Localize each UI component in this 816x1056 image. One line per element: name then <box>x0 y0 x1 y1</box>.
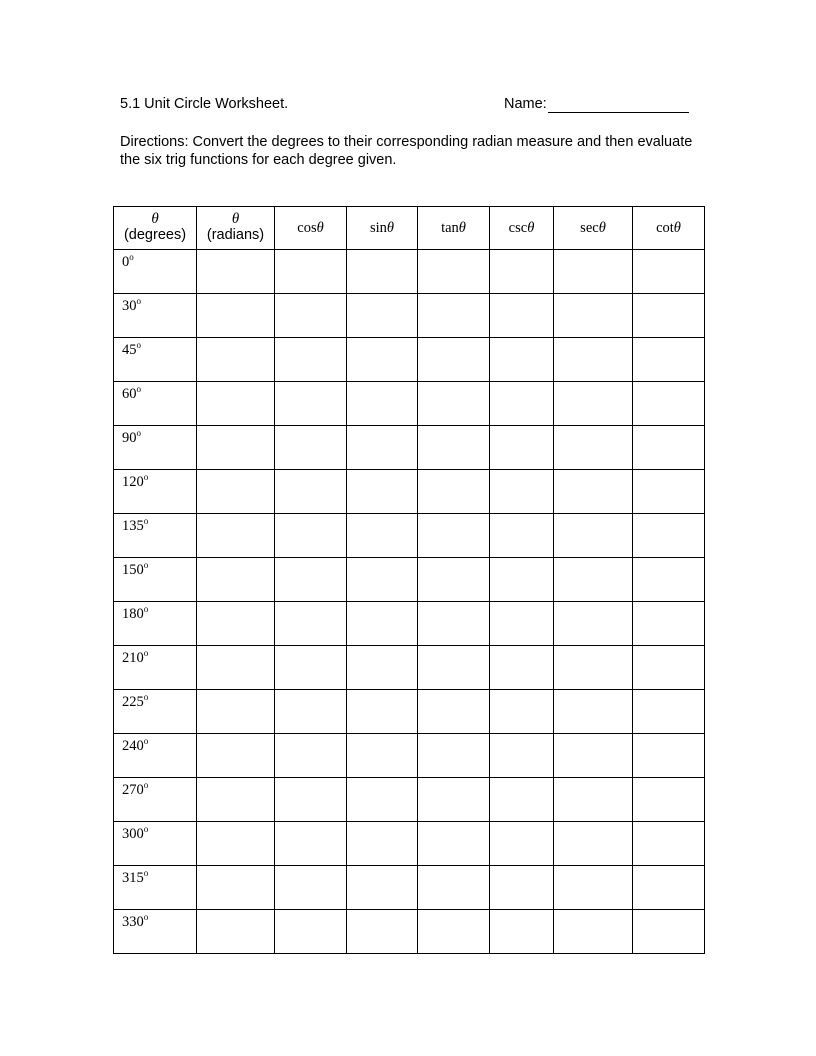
degree-value <box>114 426 196 447</box>
cos-answer-cell[interactable] <box>275 734 347 778</box>
degree-symbol: o <box>143 648 149 658</box>
table-row <box>114 910 705 954</box>
worksheet-title: 5.1 Unit Circle Worksheet. <box>120 96 289 112</box>
radians-label: (radians) <box>206 227 265 243</box>
degree-number: 60 <box>122 386 137 402</box>
table-row <box>114 558 705 602</box>
degree-symbol: o <box>136 428 141 438</box>
table-row <box>114 338 705 382</box>
tan-label: tan <box>441 220 459 236</box>
degree-number: 120 <box>122 474 144 490</box>
csc-answer-cell[interactable] <box>490 382 554 426</box>
degree-symbol: o <box>143 780 149 790</box>
cot-answer-cell[interactable] <box>633 910 705 954</box>
sec-answer-cell[interactable] <box>554 690 633 734</box>
sec-answer-cell[interactable] <box>554 602 633 646</box>
tan-answer-cell[interactable] <box>418 514 490 558</box>
theta-symbol: θ <box>151 211 159 227</box>
cot-answer-cell[interactable] <box>633 778 705 822</box>
tan-answer-cell[interactable] <box>418 866 490 910</box>
degree-symbol: o <box>143 824 149 834</box>
tan-answer-cell[interactable] <box>418 426 490 470</box>
degree-value <box>114 734 196 755</box>
csc-answer-cell[interactable] <box>490 426 554 470</box>
cos-answer-cell[interactable] <box>275 470 347 514</box>
cos-answer-cell[interactable] <box>275 294 347 338</box>
cos-answer-cell[interactable] <box>275 558 347 602</box>
cot-label: cot <box>656 220 674 236</box>
degree-symbol: o <box>143 560 149 570</box>
degree-value <box>114 822 196 843</box>
degree-value <box>114 558 196 579</box>
radians-answer-cell[interactable] <box>197 294 275 338</box>
degree-number: 315 <box>122 870 144 886</box>
degree-number: 45 <box>122 342 137 358</box>
cot-answer-cell[interactable] <box>633 734 705 778</box>
sin-answer-cell[interactable] <box>347 250 418 294</box>
degree-number: 225 <box>122 694 144 710</box>
table-row <box>114 514 705 558</box>
radians-answer-cell[interactable] <box>197 910 275 954</box>
table-row <box>114 470 705 514</box>
csc-answer-cell[interactable] <box>490 734 554 778</box>
degree-cell <box>114 294 197 338</box>
header-tan <box>418 207 490 250</box>
sin-answer-cell[interactable] <box>347 470 418 514</box>
sec-answer-cell[interactable] <box>554 382 633 426</box>
cos-answer-cell[interactable] <box>275 250 347 294</box>
sec-answer-cell[interactable] <box>554 294 633 338</box>
degree-number: 210 <box>122 650 144 666</box>
sin-answer-cell[interactable] <box>347 558 418 602</box>
table-row <box>114 602 705 646</box>
table-row <box>114 426 705 470</box>
radians-answer-cell[interactable] <box>197 822 275 866</box>
cot-answer-cell[interactable] <box>633 690 705 734</box>
degree-symbol: o <box>143 604 149 614</box>
header-sec <box>554 207 633 250</box>
degree-symbol: o <box>143 736 149 746</box>
degree-cell <box>114 426 197 470</box>
sin-answer-cell[interactable] <box>347 382 418 426</box>
header-radians <box>197 207 275 250</box>
radians-answer-cell[interactable] <box>197 250 275 294</box>
sec-answer-cell[interactable] <box>554 866 633 910</box>
sec-answer-cell[interactable] <box>554 734 633 778</box>
radians-answer-cell[interactable] <box>197 382 275 426</box>
header-sin <box>347 207 418 250</box>
sin-answer-cell[interactable] <box>347 426 418 470</box>
degree-number: 30 <box>122 298 137 314</box>
degree-cell <box>114 910 197 954</box>
sec-answer-cell[interactable] <box>554 426 633 470</box>
csc-answer-cell[interactable] <box>490 470 554 514</box>
degree-value <box>114 866 196 887</box>
degree-cell <box>114 734 197 778</box>
cot-answer-cell[interactable] <box>633 822 705 866</box>
degree-value <box>114 250 196 271</box>
radians-answer-cell[interactable] <box>197 866 275 910</box>
sec-answer-cell[interactable] <box>554 514 633 558</box>
cos-label: cos <box>297 220 317 236</box>
sin-answer-cell[interactable] <box>347 690 418 734</box>
tan-answer-cell[interactable] <box>418 382 490 426</box>
cot-answer-cell[interactable] <box>633 602 705 646</box>
cos-answer-cell[interactable] <box>275 382 347 426</box>
sec-answer-cell[interactable] <box>554 250 633 294</box>
directions-text: Directions: Convert the degrees to their corresponding radian measure and then evaluate the six trig functions for each degree given. <box>120 134 693 168</box>
degree-value <box>114 470 196 491</box>
csc-answer-cell[interactable] <box>490 646 554 690</box>
degree-cell <box>114 558 197 602</box>
csc-answer-cell[interactable] <box>490 866 554 910</box>
degree-cell <box>114 646 197 690</box>
degree-cell <box>114 690 197 734</box>
sec-answer-cell[interactable] <box>554 778 633 822</box>
cot-answer-cell[interactable] <box>633 250 705 294</box>
radians-answer-cell[interactable] <box>197 734 275 778</box>
cot-answer-cell[interactable] <box>633 514 705 558</box>
cos-answer-cell[interactable] <box>275 338 347 382</box>
degree-number: 180 <box>122 606 144 622</box>
degree-cell <box>114 338 197 382</box>
cot-answer-cell[interactable] <box>633 338 705 382</box>
cot-answer-cell[interactable] <box>633 426 705 470</box>
name-label: Name: <box>504 96 547 112</box>
table-row <box>114 382 705 426</box>
degree-symbol: o <box>136 340 141 350</box>
degree-symbol: o <box>143 868 149 878</box>
radians-answer-cell[interactable] <box>197 690 275 734</box>
tan-answer-cell[interactable] <box>418 294 490 338</box>
table-row <box>114 822 705 866</box>
degrees-label: (degrees) <box>123 227 187 243</box>
degree-number: 0 <box>122 254 130 270</box>
sec-answer-cell[interactable] <box>554 470 633 514</box>
degree-number: 90 <box>122 430 137 446</box>
cos-answer-cell[interactable] <box>275 910 347 954</box>
theta-symbol: θ <box>598 220 606 236</box>
table-row <box>114 866 705 910</box>
cos-answer-cell[interactable] <box>275 866 347 910</box>
header-degrees <box>114 207 197 250</box>
degree-cell <box>114 250 197 294</box>
table-row <box>114 646 705 690</box>
tan-answer-cell[interactable] <box>418 470 490 514</box>
degree-cell <box>114 470 197 514</box>
cot-answer-cell[interactable] <box>633 646 705 690</box>
header-cot <box>633 207 705 250</box>
csc-answer-cell[interactable] <box>490 602 554 646</box>
csc-answer-cell[interactable] <box>490 778 554 822</box>
table-header-row <box>114 207 705 250</box>
sin-answer-cell[interactable] <box>347 910 418 954</box>
sin-answer-cell[interactable] <box>347 338 418 382</box>
degree-cell <box>114 778 197 822</box>
sec-answer-cell[interactable] <box>554 910 633 954</box>
sec-answer-cell[interactable] <box>554 822 633 866</box>
degree-cell <box>114 866 197 910</box>
csc-answer-cell[interactable] <box>490 514 554 558</box>
cot-answer-cell[interactable] <box>633 382 705 426</box>
table-row <box>114 690 705 734</box>
theta-symbol: θ <box>458 220 466 236</box>
table-row <box>114 778 705 822</box>
sec-answer-cell[interactable] <box>554 338 633 382</box>
name-field <box>504 95 689 113</box>
cos-answer-cell[interactable] <box>275 690 347 734</box>
cot-answer-cell[interactable] <box>633 866 705 910</box>
tan-answer-cell[interactable] <box>418 646 490 690</box>
cot-answer-cell[interactable] <box>633 558 705 602</box>
cot-answer-cell[interactable] <box>633 470 705 514</box>
degree-cell <box>114 602 197 646</box>
radians-answer-cell[interactable] <box>197 338 275 382</box>
degree-symbol: o <box>136 296 141 306</box>
theta-symbol: θ <box>316 220 324 236</box>
sec-answer-cell[interactable] <box>554 646 633 690</box>
header-cos <box>275 207 347 250</box>
radians-answer-cell[interactable] <box>197 558 275 602</box>
cos-answer-cell[interactable] <box>275 646 347 690</box>
theta-symbol: θ <box>386 220 395 236</box>
degree-value <box>114 514 196 535</box>
degree-number: 300 <box>122 826 144 842</box>
degree-symbol: o <box>129 252 134 262</box>
degree-number: 240 <box>122 738 144 754</box>
tan-answer-cell[interactable] <box>418 778 490 822</box>
sin-answer-cell[interactable] <box>347 646 418 690</box>
csc-answer-cell[interactable] <box>490 910 554 954</box>
degree-symbol: o <box>143 516 149 526</box>
theta-symbol: θ <box>231 211 240 227</box>
degree-symbol: o <box>143 692 149 702</box>
sec-answer-cell[interactable] <box>554 558 633 602</box>
degree-cell <box>114 514 197 558</box>
radians-answer-cell[interactable] <box>197 602 275 646</box>
degree-value <box>114 690 196 711</box>
cos-answer-cell[interactable] <box>275 778 347 822</box>
tan-answer-cell[interactable] <box>418 822 490 866</box>
degree-value <box>114 646 196 667</box>
cos-answer-cell[interactable] <box>275 514 347 558</box>
trig-worksheet-table <box>113 206 705 954</box>
sin-answer-cell[interactable] <box>347 294 418 338</box>
csc-answer-cell[interactable] <box>490 690 554 734</box>
header-csc <box>490 207 554 250</box>
degree-number: 270 <box>122 782 144 798</box>
theta-symbol: θ <box>673 220 681 236</box>
sin-answer-cell[interactable] <box>347 866 418 910</box>
tan-answer-cell[interactable] <box>418 690 490 734</box>
degree-value <box>114 338 196 359</box>
csc-answer-cell[interactable] <box>490 338 554 382</box>
sin-answer-cell[interactable] <box>347 734 418 778</box>
radians-answer-cell[interactable] <box>197 646 275 690</box>
tan-answer-cell[interactable] <box>418 250 490 294</box>
sin-answer-cell[interactable] <box>347 822 418 866</box>
csc-answer-cell[interactable] <box>490 250 554 294</box>
degree-value <box>114 602 196 623</box>
sin-answer-cell[interactable] <box>347 602 418 646</box>
cos-answer-cell[interactable] <box>275 602 347 646</box>
tan-answer-cell[interactable] <box>418 910 490 954</box>
cos-answer-cell[interactable] <box>275 822 347 866</box>
cot-answer-cell[interactable] <box>633 294 705 338</box>
theta-symbol: θ <box>527 220 535 236</box>
tan-answer-cell[interactable] <box>418 602 490 646</box>
degree-value <box>114 910 196 931</box>
degree-cell <box>114 382 197 426</box>
csc-answer-cell[interactable] <box>490 822 554 866</box>
sin-label: sin <box>369 220 387 236</box>
tan-answer-cell[interactable] <box>418 338 490 382</box>
table-row <box>114 294 705 338</box>
degree-value <box>114 294 196 315</box>
tan-answer-cell[interactable] <box>418 558 490 602</box>
tan-answer-cell[interactable] <box>418 734 490 778</box>
radians-answer-cell[interactable] <box>197 514 275 558</box>
degree-number: 330 <box>122 914 144 930</box>
csc-answer-cell[interactable] <box>490 558 554 602</box>
radians-answer-cell[interactable] <box>197 426 275 470</box>
sec-label: sec <box>580 220 599 236</box>
radians-answer-cell[interactable] <box>197 470 275 514</box>
table-row <box>114 734 705 778</box>
name-blank-line[interactable] <box>548 97 689 113</box>
degree-number: 135 <box>122 518 144 534</box>
sin-answer-cell[interactable] <box>347 514 418 558</box>
degree-value <box>114 382 196 403</box>
table-row <box>114 250 705 294</box>
degree-number: 150 <box>122 562 144 578</box>
degree-value <box>114 778 196 799</box>
csc-label: csc <box>508 220 528 236</box>
radians-answer-cell[interactable] <box>197 778 275 822</box>
degree-symbol: o <box>136 384 141 394</box>
cos-answer-cell[interactable] <box>275 426 347 470</box>
csc-answer-cell[interactable] <box>490 294 554 338</box>
degree-symbol: o <box>143 472 149 482</box>
sin-answer-cell[interactable] <box>347 778 418 822</box>
degree-symbol: o <box>143 912 149 922</box>
degree-cell <box>114 822 197 866</box>
